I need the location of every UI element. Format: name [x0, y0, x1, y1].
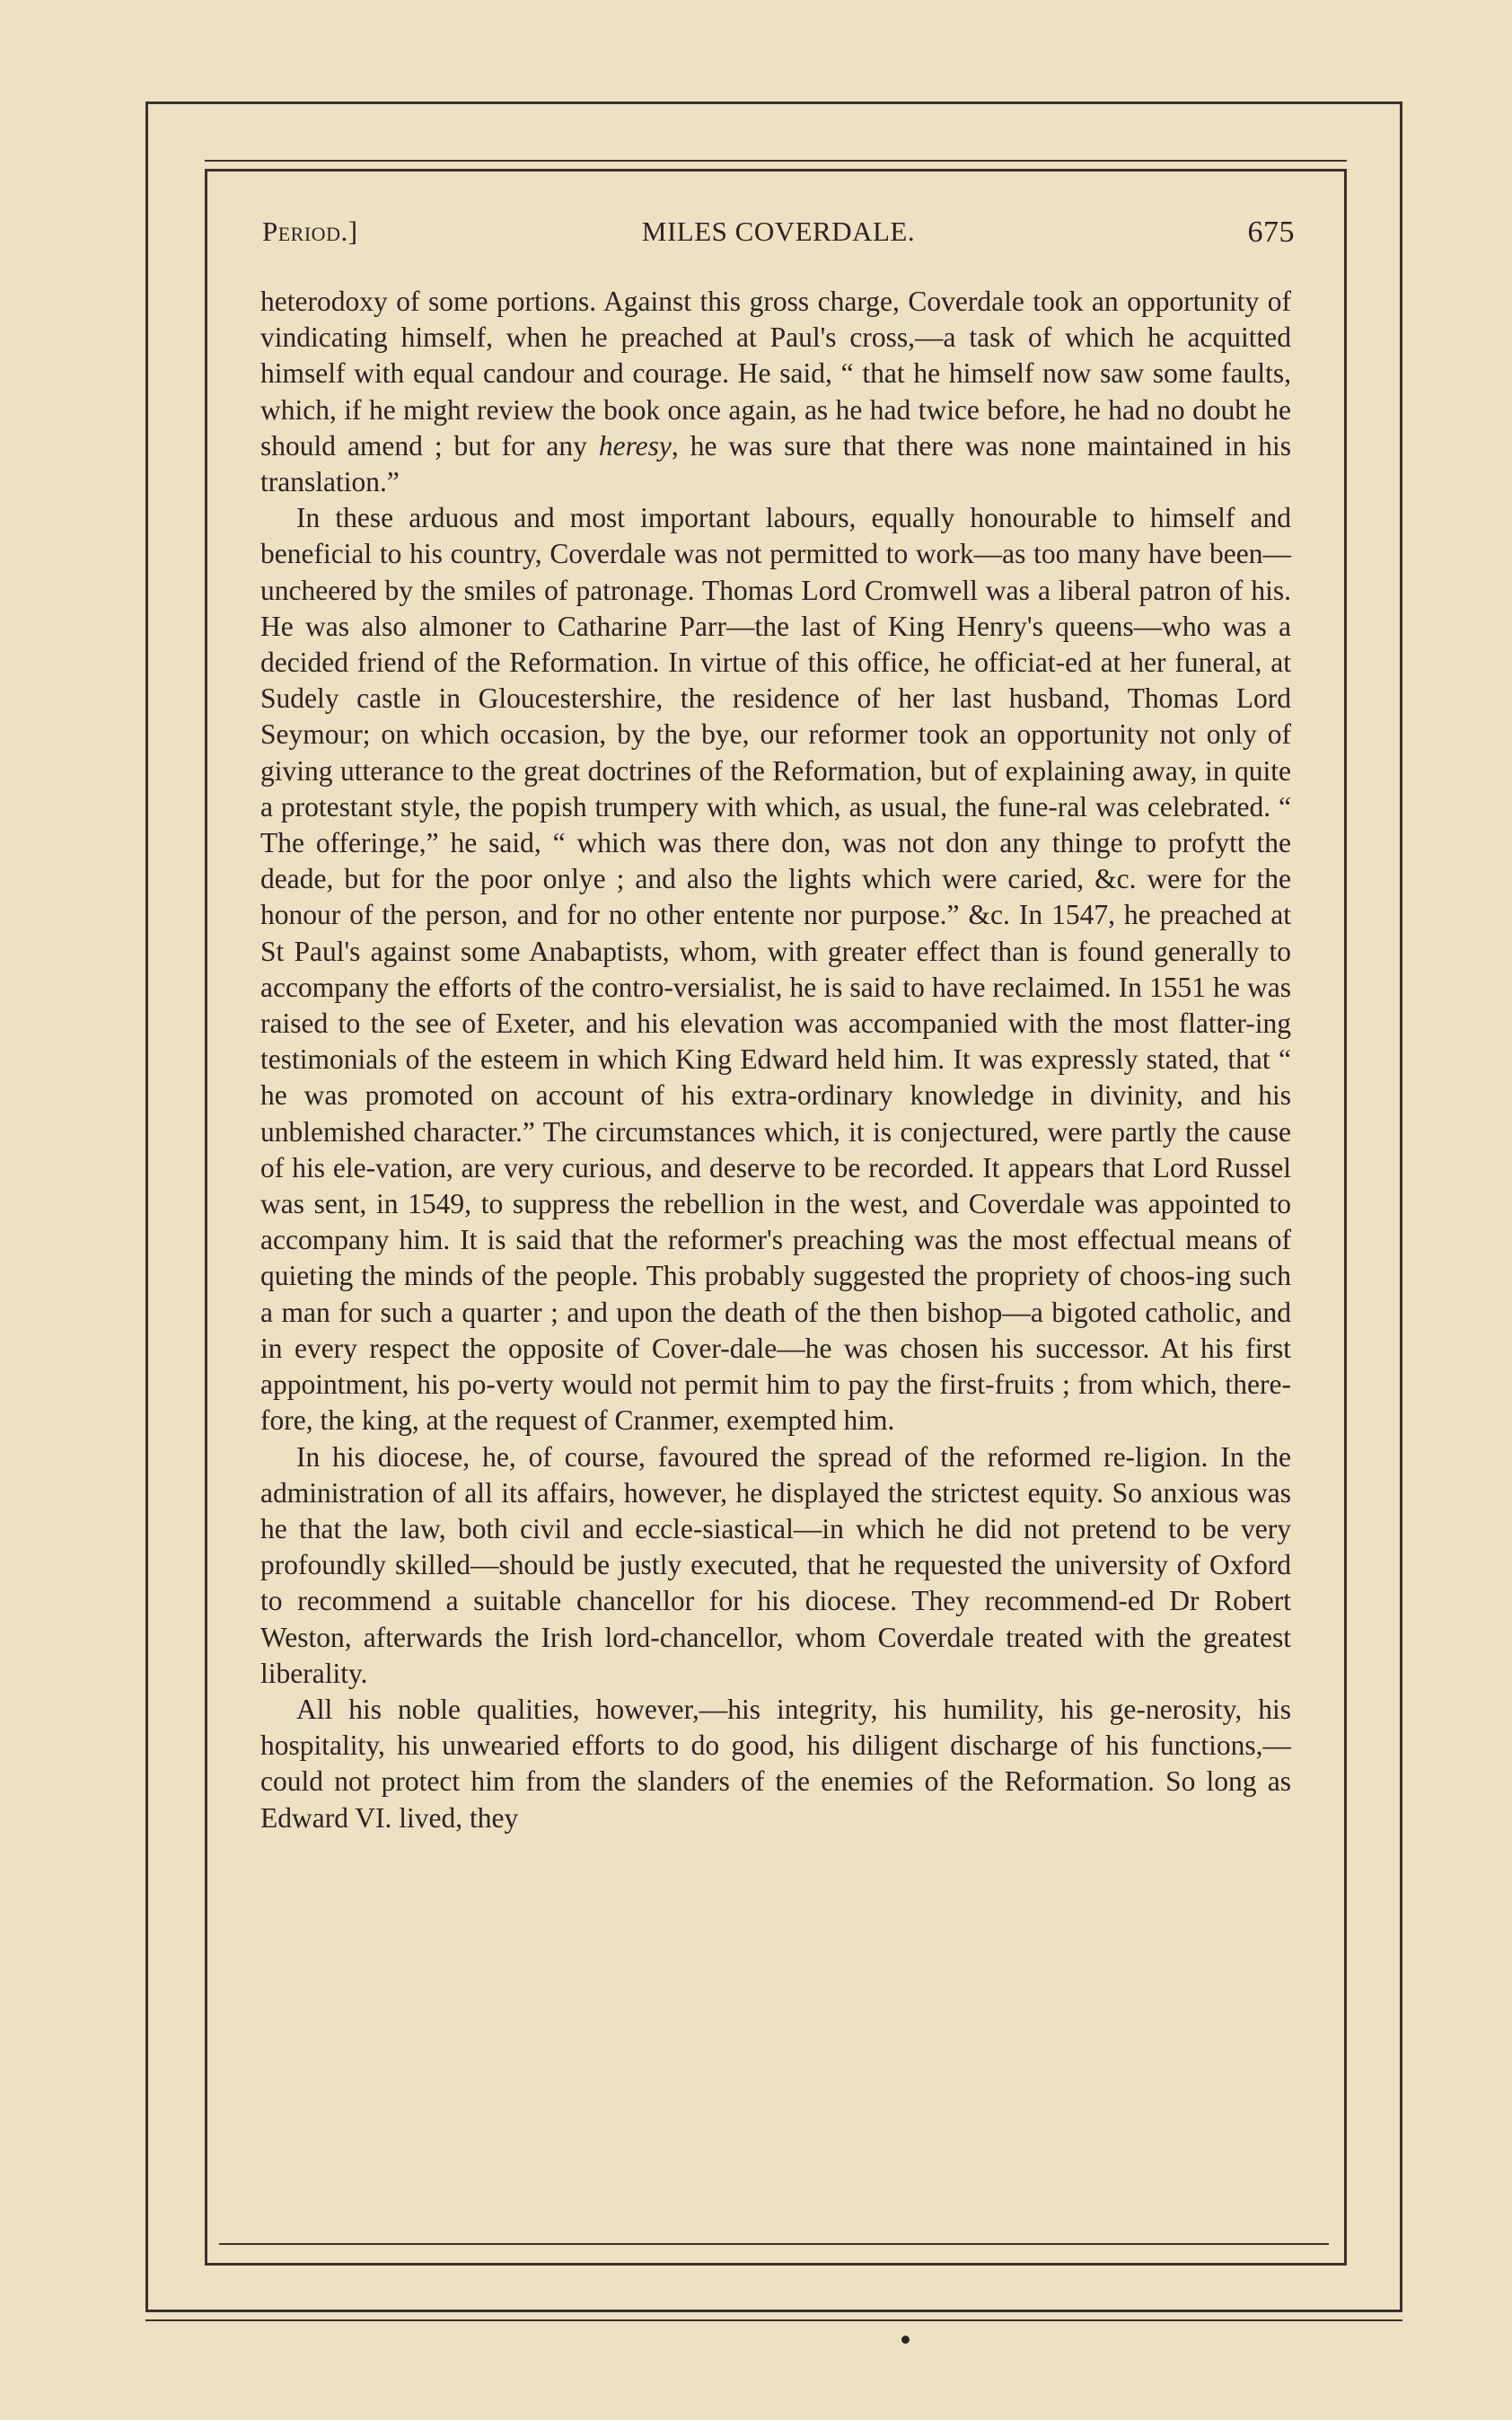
header-title: MILES COVERDALE. — [641, 216, 916, 247]
paragraph-3: In his diocese, he, of course, favoured the spread of the reformed re-ligion. In the administration of all its affairs, however, he displayed the strictest equity. So anxious was he that the law, both civil and eccle-siastical—in which he did not pretend to be very profoundly skilled—should be justly executed, that he requested the university of Oxford to recommend a suitable chancellor for his diocese. They recommend-ed Dr Robert Weston, afterwards the Irish lord-chancellor, whom Coverdale treated with the greatest liberality. — [260, 1440, 1291, 1689]
top-border-rule — [205, 160, 1347, 162]
header-section-label: Period.] — [262, 216, 358, 247]
paragraph-2: In these arduous and most important labours, equally honourable to himself and beneficial to his country, Coverdale was not permitted to work—as too many have been—uncheered by the smiles of patronage. Thomas Lord Cromwell was a liberal patron of his. He was also almoner to Catharine Parr—the last of King Henry's queens—who was a decided friend of the Reformation. In virtue of this office, he officiat-ed at her funeral, at Sudely castle in Gloucestershire, the residence of her last husband, Thomas Lord Seymour; on which occasion, by the bye, our reformer took an opportunity not only of giving utterance to the great doctrines of the Reformation, but of explaining away, in quite a protestant style, the popish trumpery with which, as usual, the fune-ral was celebrated. “ The offeringe,” he said, “ which was there don, was not don any thinge to profytt the deade, but for the poor onlye ; and also the lights which were caried, &c. were for the honour of the person, and for no other entente nor purpose.” &c. In 1547, he preached at St Paul's against some Anabaptists, whom, with greater effect than is found generally to accompany the efforts of the contro-versialist, he is said to have reclaimed. In 1551 he was raised to the see of Exeter, and his elevation was accompanied with the most flatter-ing testimonials of the esteem in which King Edward held him. It was expressly stated, that “ he was promoted on account of his extra-ordinary knowledge in divinity, and his unblemished character.” The circumstances which, it is conjectured, were partly the cause of his ele-vation, are very curious, and deserve to be recorded. It appears that Lord Russel was sent, in 1549, to suppress the rebellion in the west, and Coverdale was appointed to accompany him. It is said that the reformer's preaching was the most effectual means of quieting the minds of the people. This probably suggested the propriety of choos-ing such a man for such a quarter ; and upon the death of the then bishop—a bigoted catholic, and in every respect the opposite of Cover-dale—he was chosen his successor. At his first appointment, his po-verty would not permit him to pay the first-fruits ; from which, there-fore, the king, at the request of Cranmer, exempted him. — [260, 502, 1291, 1437]
paragraph-4: All his noble qualities, however,—his integrity, his humility, his ge-nerosity, his hospitality, his unwearied efforts to do good, his diligent discharge of his functions,—could not protect him from the slanders of the enemies of the Reformation. So long as Edward VI. lived, they — [260, 1693, 1291, 1834]
paragraph-1 — [260, 284, 1291, 500]
page-number: 675 — [1247, 216, 1295, 249]
bottom-border-rule — [145, 2319, 1402, 2321]
main-text — [260, 284, 1291, 1836]
paragraph-1-text-before: heterodoxy of some portions. Against this gross charge, Coverdale took an opportunity of vindicating himself, when he preached at Paul's cross,—a task of which he acquitted himself with equal candour and courage. He said, “ that he himself now saw some faults, which, if he might review the book once again, as he had twice before, he had no doubt he should amend ; but for any — [260, 286, 1291, 462]
inner-bottom-rule — [219, 2243, 1329, 2245]
paragraph-1-text-after: , he was sure that there was none maintained in his translation.” — [260, 429, 1291, 498]
paragraph-1-emphasis: heresy — [598, 429, 672, 462]
printer-mark — [901, 2336, 910, 2344]
running-header — [262, 216, 1295, 255]
